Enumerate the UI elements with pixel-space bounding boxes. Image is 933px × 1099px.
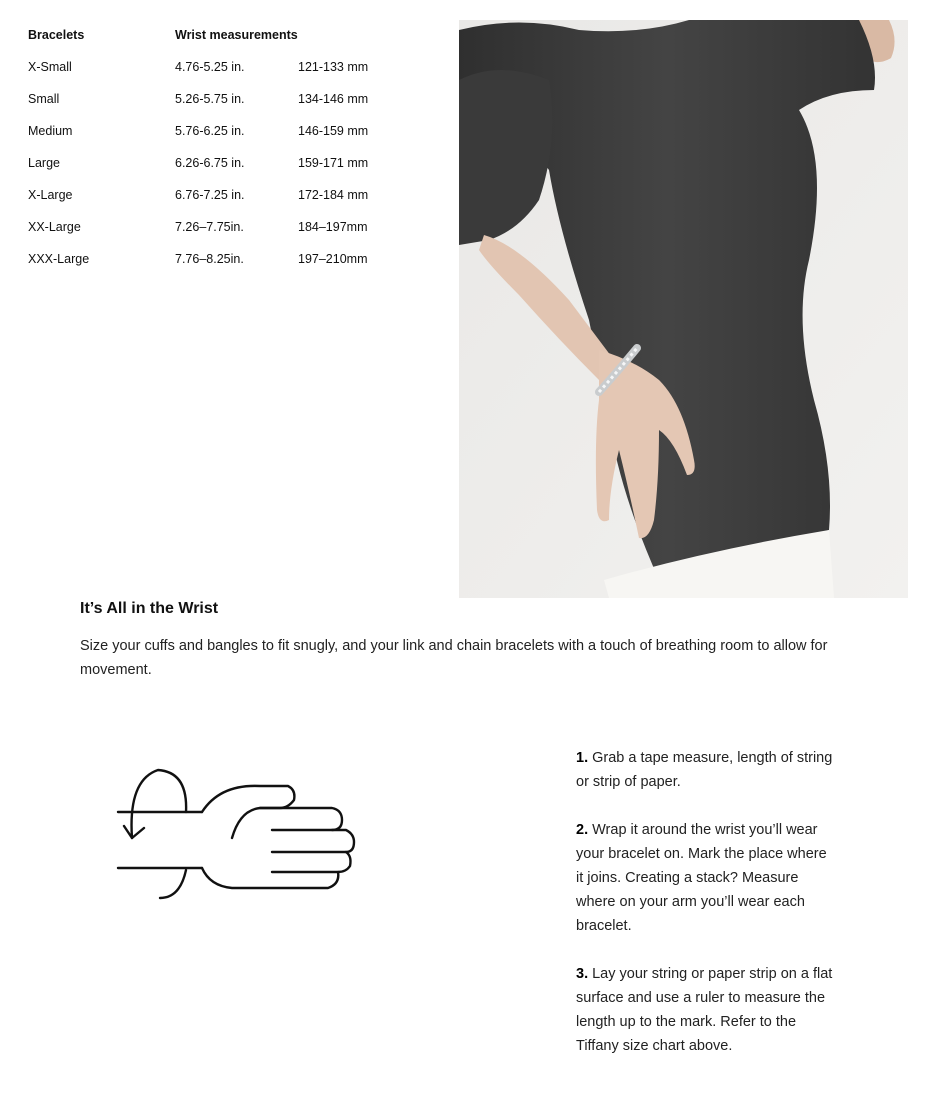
size-name: XX-Large <box>28 220 81 234</box>
size-mm: 121-133 mm <box>298 60 369 74</box>
header-wrist-measurements: Wrist measurements <box>175 28 298 42</box>
size-inches: 6.26-6.75 in. <box>175 156 245 170</box>
size-inches: 4.76-5.25 in. <box>175 60 245 74</box>
size-row <box>28 84 408 116</box>
size-mm: 172-184 mm <box>298 188 369 202</box>
size-inches: 7.26–7.75in. <box>175 220 244 234</box>
step-3 <box>576 962 834 1058</box>
size-name: Large <box>28 156 60 170</box>
step-text: Lay your string or paper strip on a flat surface and use a ruler to measure the length up to the mark. Refer to the Tiffany size chart above. <box>576 966 833 1054</box>
size-row <box>28 180 408 212</box>
size-name: Medium <box>28 124 73 138</box>
step-number: 3. <box>576 966 589 982</box>
size-inches: 5.76-6.25 in. <box>175 124 245 138</box>
step-number: 2. <box>576 822 589 838</box>
size-mm: 159-171 mm <box>298 156 369 170</box>
size-mm: 184–197mm <box>298 220 368 234</box>
size-name: Small <box>28 92 60 106</box>
size-row <box>28 244 408 276</box>
step-number: 1. <box>576 750 589 766</box>
step-text: Grab a tape measure, length of string or strip of paper. <box>576 750 833 790</box>
size-row <box>28 148 408 180</box>
intro-text: Size your cuffs and bangles to fit snugly, and your link and chain bracelets with a touch of breathing room to allow for movement. <box>80 638 828 678</box>
model-photo <box>459 20 908 598</box>
step-2 <box>576 818 834 938</box>
wrist-measure-icon <box>110 760 370 910</box>
step-text: Wrap it around the wrist you’ll wear your bracelet on. Mark the place where it joins. Creating a stack? Measure where on your arm you’ll wear each bracelet. <box>576 822 827 934</box>
size-inches: 7.76–8.25in. <box>175 252 244 266</box>
size-chart-table <box>28 20 408 276</box>
size-inches: 5.26-5.75 in. <box>175 92 245 106</box>
step-1 <box>576 746 834 794</box>
measure-steps <box>576 746 834 1082</box>
size-row <box>28 116 408 148</box>
size-name: X-Small <box>28 60 72 74</box>
size-inches: 6.76-7.25 in. <box>175 188 245 202</box>
size-row <box>28 212 408 244</box>
header-bracelets: Bracelets <box>28 28 85 42</box>
size-name: X-Large <box>28 188 73 202</box>
size-mm: 134-146 mm <box>298 92 369 106</box>
size-mm: 197–210mm <box>298 252 368 266</box>
intro-title: It’s All in the Wrist <box>80 600 219 617</box>
size-row <box>28 52 408 84</box>
size-chart-header <box>28 20 408 52</box>
size-mm: 146-159 mm <box>298 124 369 138</box>
size-name: XXX-Large <box>28 252 90 266</box>
